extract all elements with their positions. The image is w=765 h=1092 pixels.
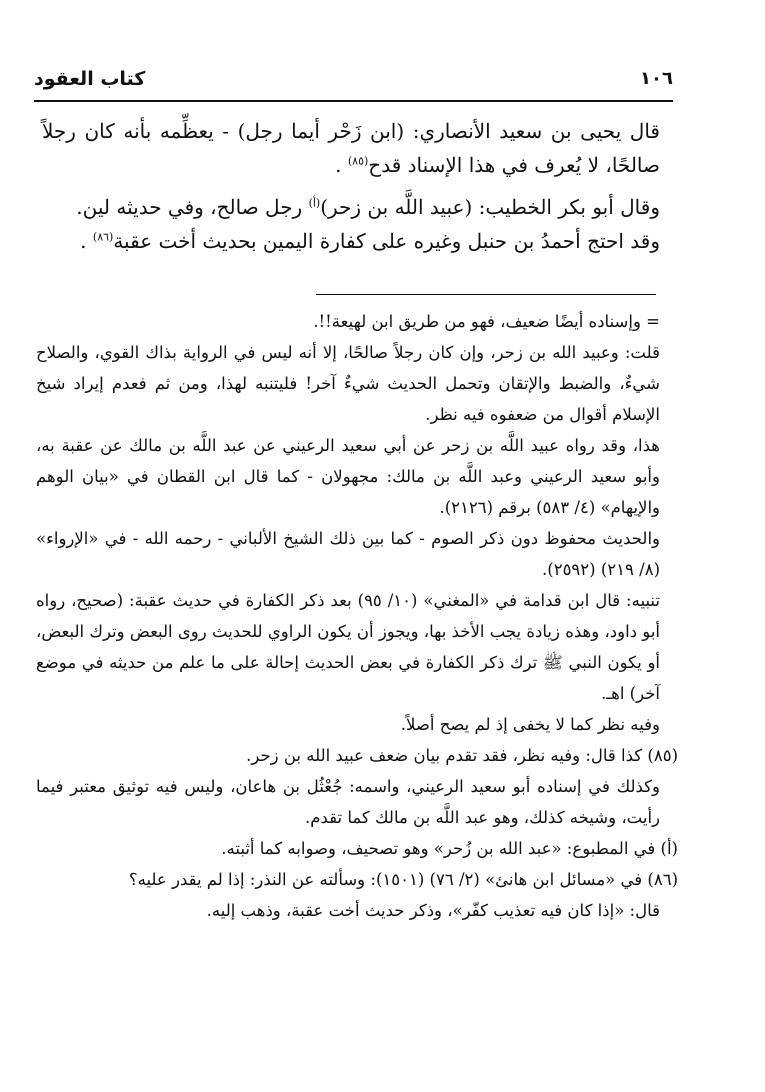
main-paragraph — [42, 190, 660, 224]
footnote-ref-alif: (أ) — [308, 196, 321, 210]
main-text-line: قال يحيى بن سعيد الأنصاري: (ابن زَحْر أيما رجل) - يعظِّمه بأنه كان رجلاً صالحًا، لا يُعرف في هذا الإسناد قدح — [42, 119, 660, 177]
main-paragraph — [42, 224, 660, 258]
footnote-paragraph: وفيه نظر كما لا يخفى إذ لم يصح أصلاً. — [400, 715, 660, 734]
footnote-paragraph: والحديث محفوظ دون ذكر الصوم - كما بين ذلك الشيخ الألباني - رحمه الله - في «الإرواء» (٨/ ٢١٩) (٢٥٩٢). — [36, 529, 660, 579]
sentence-end: . — [80, 229, 93, 253]
footnote-86: (٨٦) في «مسائل ابن هانئ» (٢/ ٧٦) (١٥٠١): وسألته عن النذر: إذا لم يقدر عليه؟ — [128, 870, 678, 889]
book-title: كتاب العقود — [34, 68, 146, 90]
footnote-paragraph: تنبيه: قال ابن قدامة في «المغني» (١٠/ ٩٥) بعد ذكر الكفارة في حديث عقبة: (صحيح، رواه أبو داود، وهذه زيادة يجب الأخذ بها، ويجوز أن يكون الراوي للحديث روى البعض وترك البعض، أو يكون النبي ﷺ ترك ذكر الكفارة في بعض الحديث إحالة على ما علم من حديثه في موضع آخر) اهـ. — [36, 591, 660, 703]
footnote-paragraph: قلت: وعبيد الله بن زحر، وإن كان رجلاً صالحًا، إلا أنه ليس في الرواية بذاك القوي، والصلاح شيءٌ، والضبط والإتقان وتحمل الحديث شيءٌ آخر! فليتنبه لهذا، ومن ثم فعدم إيراد شيخ الإسلام أقوال من ضعفوه فيه نظر. — [36, 343, 660, 424]
footnote-ref-85: (٨٥) — [347, 154, 369, 168]
footnotes — [36, 306, 678, 926]
footnote-paragraph: هذا، وقد رواه عبيد اللَّه بن زحر عن أبي سعيد الرعيني عن عبد اللَّه بن مالك عن عقبة به، وأبو سعيد الرعيني وعبد اللَّه بن مالك: مجهولان - كما قال ابن القطان في «بيان الوهم والإيهام» (٤/ ٥٨٣) برقم (٢١٢٦). — [36, 436, 660, 517]
footnote-divider — [316, 294, 656, 295]
header-divider — [34, 100, 673, 102]
footnote-alif: (أ) في المطبوع: «عبد الله بن زُحر» وهو تصحيف، وصوابه كما أثبته. — [221, 839, 678, 858]
main-text — [42, 114, 660, 258]
main-paragraph — [42, 114, 660, 182]
footnote-paragraph: = وإسناده أيضًا ضعيف، فهو من طريق ابن لهيعة!!. — [313, 312, 660, 331]
sentence-end: . — [335, 153, 348, 177]
main-text-line: وقال أبو بكر الخطيب: (عبيد اللَّه بن زحر) — [320, 195, 660, 219]
footnote-paragraph: وكذلك في إسناده أبو سعيد الرعيني، واسمه: جُعْثُل بن هاعان، وليس فيه توثيق معتبر فيما رأيت، وشيخه كذلك، وهو عبد اللَّه بن مالك كما تقدم. — [36, 777, 660, 827]
running-header — [34, 68, 673, 98]
footnote-ref-86: (٨٦) — [92, 230, 114, 244]
footnote-paragraph: قال: «إذا كان فيه تعذيب كفّر»، وذكر حديث أخت عقبة، وذهب إليه. — [206, 901, 660, 920]
main-text-line: رجل صالح، وفي حديثه لين. — [76, 195, 309, 219]
page-number: ١٠٦ — [640, 68, 673, 89]
main-text-line: وقد احتج أحمدُ بن حنبل وغيره على كفارة اليمين بحديث أخت عقبة — [113, 229, 660, 253]
footnote-85: (٨٥) كذا قال: وفيه نظر، فقد تقدم بيان ضعف عبيد الله بن زحر. — [246, 746, 678, 765]
